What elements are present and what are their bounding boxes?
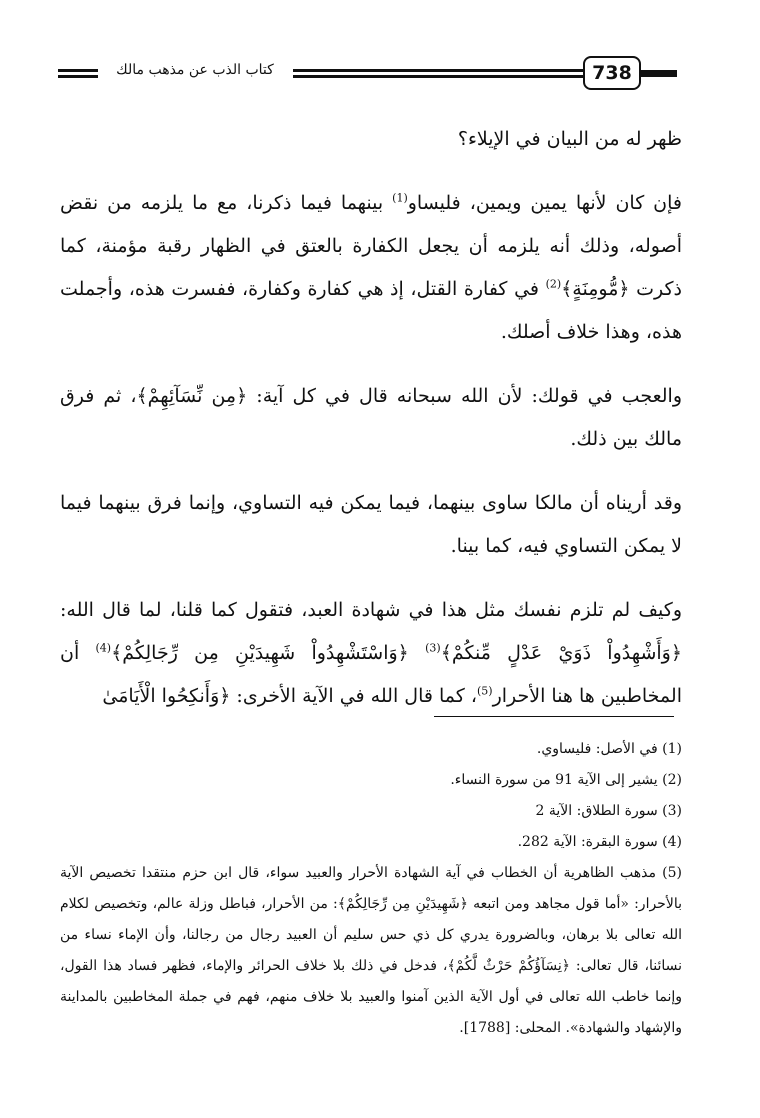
footnote-ref-3[interactable]: (3)	[425, 641, 441, 655]
paragraph-5	[60, 589, 682, 718]
footnote-3: (3) سورة الطلاق: الآية 2	[535, 803, 682, 819]
header-rule-mid-top	[293, 69, 583, 72]
header-rule-left-top	[58, 69, 98, 72]
paragraph-5-part-c: أن المخاطبين ها هنا الأحرار	[60, 642, 682, 707]
header-rule-left-bottom	[58, 75, 98, 78]
footnote-5: (5) مذهب الظاهرية أن الخطاب في آية الشهادة الأحرار والعبيد سواء، قال ابن حزم منتقدا تخصيص الآية بالأحرار: «أما قول مجاهد ومن اتبعه ﴿شَهِيدَيْنِ مِن رِّجَالِكُمْ﴾: من الأحرار، فباطل وزلة عالم، وتخصيص لكلام الله تعالى بلا برهان، وبالضرورة يدري كل ذي حس سليم أن العبيد رجال من رجالنا، وأن الإماء نساء من نسائنا، قال تعالى: ﴿نِسَآؤُكُمْ حَرْثٌ لَّكُمْ﴾، فدخل في ذلك بلا خلاف الحرائر والإماء، فظهر فساد هذا القول، وإنما خاطب الله تعالى في أول الآية الذين آمنوا والعبيد بلا خلاف منهم، فهم في جملة المخاطبين بالمداينة والإشهاد والشهادة». المحلى: [1788].	[60, 865, 682, 1036]
footnote-ref-1[interactable]: (1)	[392, 191, 408, 205]
paragraph-3: والعجب في قولك: لأن الله سبحانه قال في كل آية: ﴿مِن نِّسَآئِهِمْ﴾، ثم فرق مالك بين ذلك.	[60, 385, 682, 450]
paragraph-1: ظهر له من البيان في الإيلاء؟	[457, 128, 682, 150]
footnote-4: (4) سورة البقرة: الآية 282.	[517, 834, 682, 850]
page-header	[0, 56, 760, 96]
paragraph-2-part-a: فإن كان لأنها يمين ويمين، فليساو	[407, 192, 683, 214]
page-number: 738	[583, 56, 641, 90]
paragraph-4: وقد أريناه أن مالكا ساوى بينهما، فيما يمكن فيه التساوي، وإنما فرق بينهما فيما لا يمكن التساوي فيه، كما بينا.	[60, 492, 682, 557]
paragraph-5-part-d: ، كما قال الله في الآية الأخرى: ﴿وَأَنكِحُوا الْأَيَامَىٰ	[102, 685, 477, 707]
main-text	[60, 118, 682, 718]
header-rule-right	[641, 70, 677, 77]
footnote-2: (2) يشير إلى الآية 91 من سورة النساء.	[450, 772, 682, 788]
paragraph-2	[60, 182, 682, 354]
paragraph-2-part-b: بينهما فيما ذكرنا، مع ما يلزمه من نقض أصوله، وذلك أنه يلزمه أن يجعل الكفارة بالعتق في الظهار رقبة مؤمنة، كما ذكرت ﴿مُّومِنَةٍ﴾	[60, 192, 682, 300]
paragraph-2-part-c: في كفارة القتل، إذ هي كفارة وكفارة، ففسرت هذه، وأجملت هذه، وهذا خلاف أصلك.	[60, 278, 682, 343]
footnote-ref-2[interactable]: (2)	[545, 277, 562, 291]
header-rule-mid-bottom	[293, 75, 583, 78]
footnote-ref-4[interactable]: (4)	[95, 641, 112, 655]
running-title: كتاب الذب عن مذهب مالك	[116, 62, 274, 78]
paragraph-5-part-b: ﴿وَاسْتَشْهِدُواْ شَهِيدَيْنِ مِن رِّجَالِكُمْ﴾	[111, 642, 426, 664]
footnote-ref-5[interactable]: (5)	[476, 684, 493, 698]
footnote-1: (1) في الأصل: فليساوي.	[536, 741, 682, 757]
footnotes	[60, 734, 682, 1044]
paragraph-5-part-a: وكيف لم تلزم نفسك مثل هذا في شهادة العبد، فتقول كما قلنا، لما قال الله: ﴿وَأَشْهِدُواْ ذَوَيْ عَدْلٍ مِّنكُمْ﴾	[60, 599, 682, 664]
footnote-separator	[434, 716, 674, 717]
